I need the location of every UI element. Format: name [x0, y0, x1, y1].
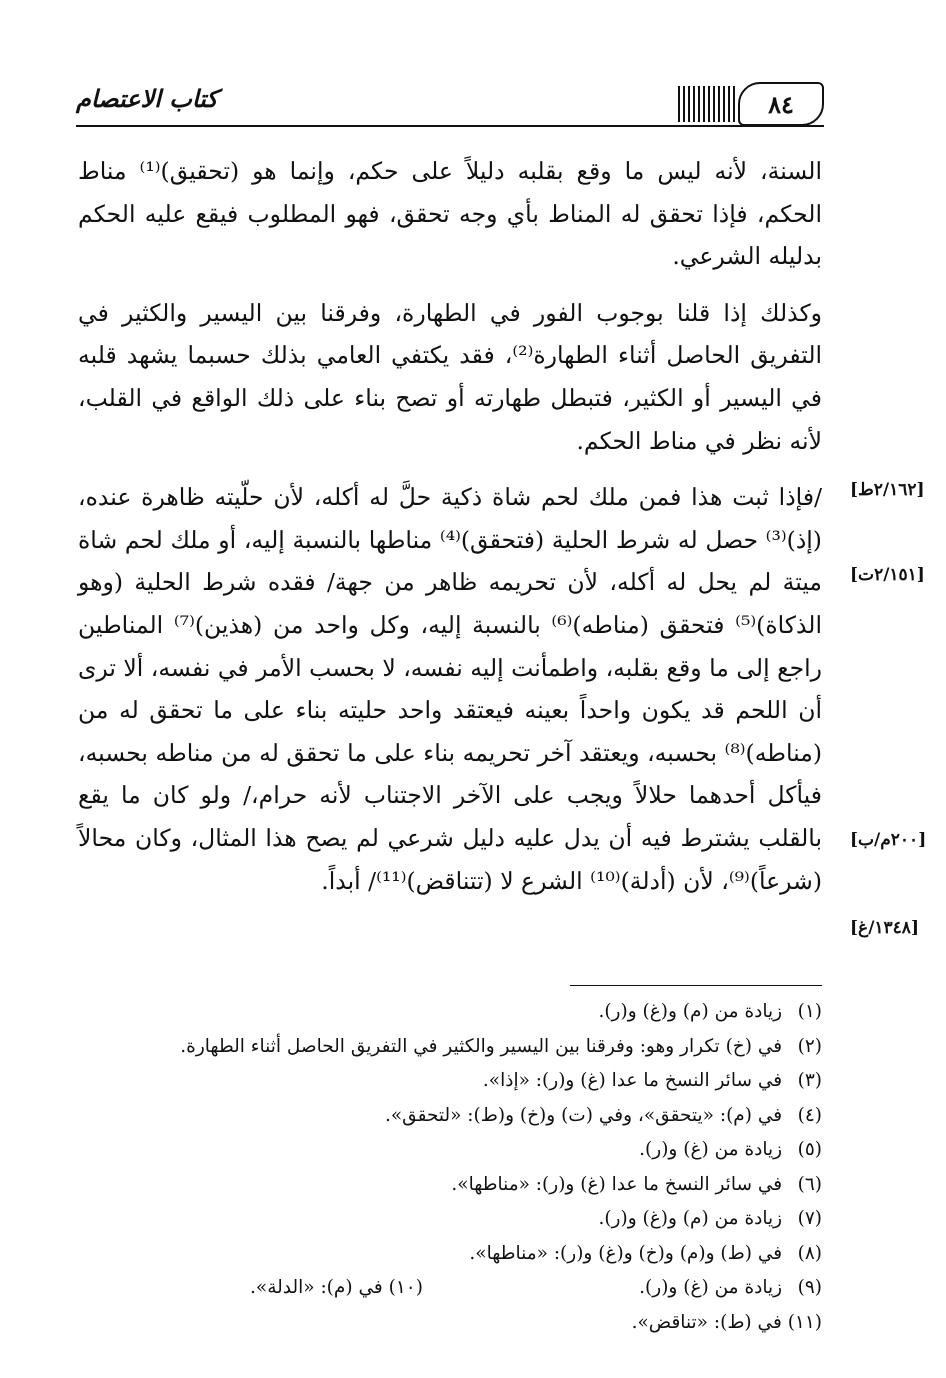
header-ornament: [678, 86, 738, 122]
footnote-rule: [570, 985, 822, 986]
footnote: (١) زيادة من (م) و(غ) و(ر).: [598, 1001, 822, 1022]
page-number: ٨٤: [738, 82, 824, 126]
footnotes: [110, 995, 822, 1340]
footnote: (٥) زيادة من (غ) و(ر).: [639, 1139, 822, 1160]
page-header: [76, 78, 824, 130]
footnote-extra: (١٠) في (م): «الدلة».: [250, 1277, 423, 1298]
header-rule: [76, 125, 824, 127]
footnote: (٩) زيادة من (غ) و(ر). (١٠) في (م): «الدلة».: [110, 1271, 822, 1306]
book-title: كتاب الاعتصام: [76, 84, 218, 113]
paragraph-2: وكذلك إذا قلنا بوجوب الفور في الطهارة، وفرقنا بين اليسير والكثير في التفريق الحاصل أثناء الطهارة⁽²⁾، فقد يكتفي العامي بذلك حسبما يشهد قلبه في اليسير أو الكثير، فتبطل طهارته أو تصح بناء على ذلك الواقع في القلب، لأنه نظر في مناط الحكم.: [78, 298, 823, 455]
margin-ref: [٢/١٦٢ط]: [850, 480, 925, 500]
footnote: (٧) زيادة من (م) و(غ) و(ر).: [598, 1208, 822, 1229]
footnote: (٤) في (م): «يتحقق»، وفي (ت) و(خ) و(ط): «لتحقق».: [384, 1104, 822, 1126]
footnote: (١١) في (ط): «تناقض».: [631, 1311, 822, 1333]
paragraph-3: /فإذا ثبت هذا فمن ملك لحم شاة ذكية حلَّ له أكله، لأن حلّيته ظاهرة عنده، (إذ)⁽³⁾ حصل له شرط الحلية (فتحقق)⁽⁴⁾ مناطها بالنسبة إليه، أو ملك لحم شاة ميتة لم يحل له أكله، لأن تحريمه ظاهر من جهة/ فقده شرط الحلية (وهو الذكاة)⁽⁵⁾ فتحقق (مناطه)⁽⁶⁾ بالنسبة إليه، وكل واحد من (هذين)⁽⁷⁾ المناطين راجع إلى ما وقع بقلبه، واطمأنت إليه نفسه، لا بحسب الأمر في نفسه، ألا ترى أن اللحم قد يكون واحداً بعينه فيعتقد واحد حليته بناء على ما تحقق له من (مناطه)⁽⁸⁾ بحسبه، ويعتقد آخر تحريمه بناء على ما تحقق له من مناطه بحسبه، فيأكل أحدهما حلالاً ويجب على الآخر الاجتناب لأنه حرام،/ ولو كان ما يقع بالقلب يشترط فيه أن يدل عليه دليل شرعي لم يصح هذا المثال، وكان محالاً (شرعاً)⁽⁹⁾، لأن (أدلة)⁽¹⁰⁾ الشرع لا (تتناقض)⁽¹¹⁾/ أبداً.: [78, 483, 822, 895]
footnote: (٣) في سائر النسخ ما عدا (غ) و(ر): «إذا».: [482, 1070, 822, 1091]
paragraph-1: السنة، لأنه ليس ما وقع بقلبه دليلاً على حكم، وإنما هو (تحقيق)⁽¹⁾ مناط الحكم، فإذا تحقق له المناط بأي وجه تحقق، فهو المطلوب فيقع عليه الحكم بدليله الشرعي.: [78, 157, 822, 271]
footnote: (٦) في سائر النسخ ما عدا (غ) و(ر): «مناطها».: [451, 1173, 822, 1195]
footnote: (٢) في (خ) تكرار وهو: وفرقنا بين اليسير والكثير في التفريق الحاصل أثناء الطهارة.: [180, 1035, 822, 1057]
margin-ref: [٢٠٠م/ب]: [850, 830, 927, 850]
margin-ref: [٢/١٥١ت]: [850, 565, 925, 585]
margin-ref: [١٣٤٨/غ]: [850, 918, 919, 938]
footnote: (٨) في (ط) و(م) و(خ) و(غ) و(ر): «مناطها».: [469, 1242, 822, 1264]
body-text: [78, 150, 822, 902]
